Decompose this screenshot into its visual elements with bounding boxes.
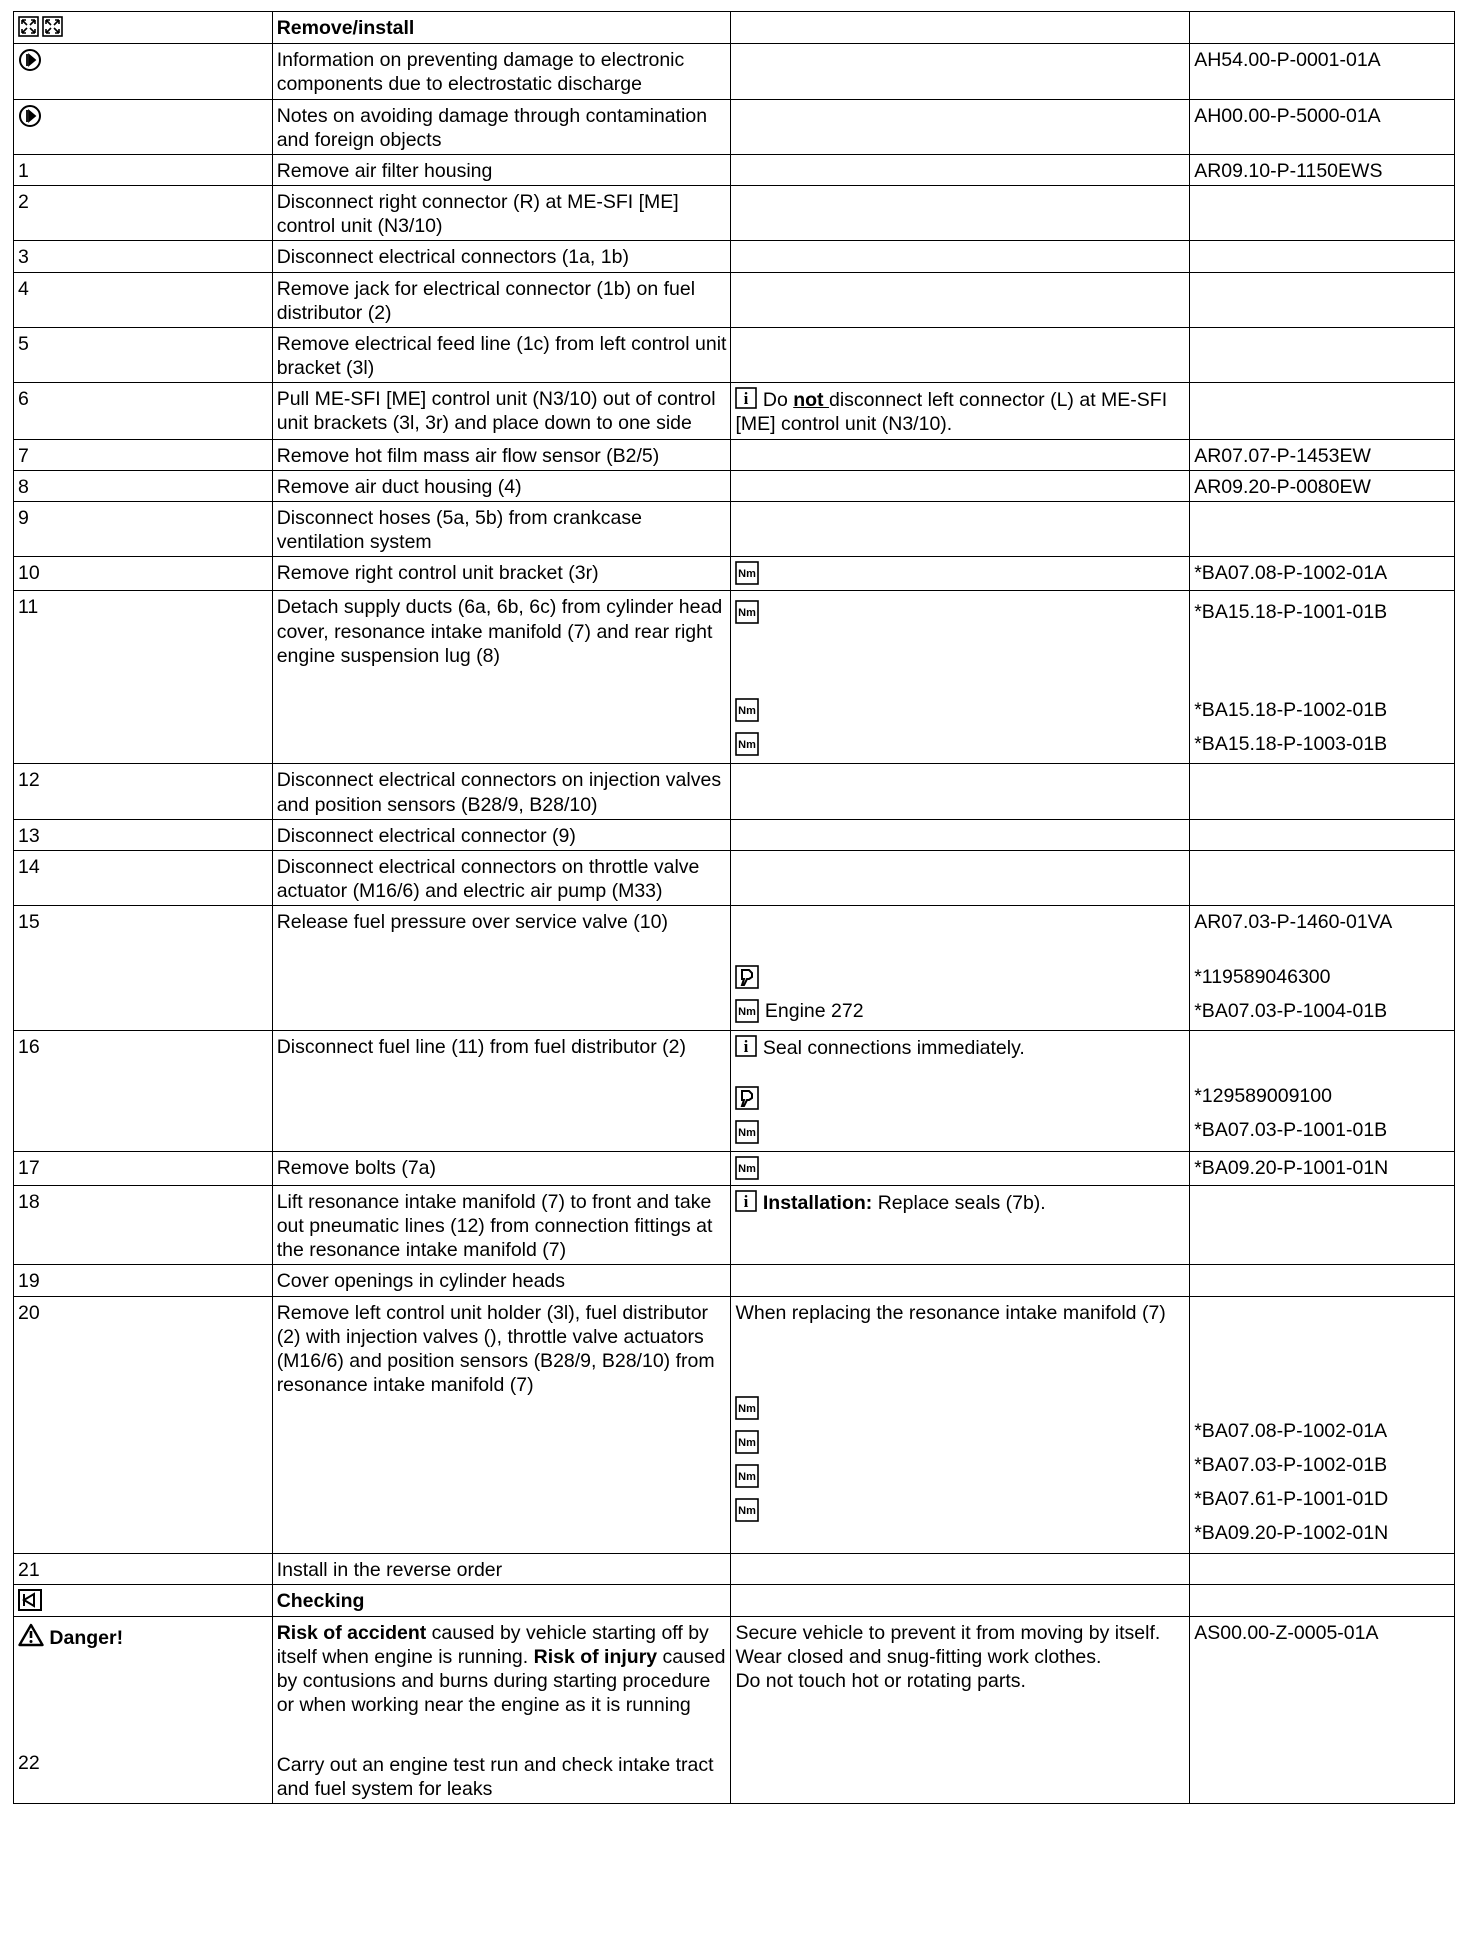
svg-text:Nm: Nm: [738, 1162, 757, 1175]
row-text: Remove jack for electrical connector (1b) on fuel distributor (2): [272, 272, 731, 327]
svg-text:Nm: Nm: [738, 568, 757, 581]
table-row: [14, 383, 1455, 439]
row-text: Disconnect hoses (5a, 5b) from crankcase ventilation system: [272, 501, 731, 556]
special-tool-icon: [735, 1086, 759, 1110]
row-text: Disconnect electrical connectors on throttle valve actuator (M16/6) and electric air pump (M33): [272, 850, 731, 905]
info-icon: [735, 387, 757, 409]
row-text: Carry out an engine test run and check intake tract and fuel system for leaks: [276, 1753, 714, 1801]
torque-icon: [735, 1430, 759, 1454]
table-row: [14, 1265, 1455, 1296]
table-row: [14, 470, 1455, 501]
warning-triangle-icon: [18, 1623, 44, 1647]
header-row: [14, 12, 1455, 44]
checking-icon: [18, 1589, 42, 1611]
torque-icon: [735, 1120, 759, 1144]
row-text: Disconnect right connector (R) at ME-SFI [ME] control unit (N3/10): [272, 186, 731, 241]
svg-text:Nm: Nm: [738, 1436, 757, 1449]
row-ref: *BA15.18-P-1001-01B: [1194, 601, 1388, 624]
table-row: [14, 272, 1455, 327]
step-number: 14: [14, 850, 273, 905]
table-row: [14, 241, 1455, 272]
row-note: Seal connections immediately.: [762, 1037, 1025, 1060]
step-number: 20: [14, 1296, 273, 1553]
torque-icon: [735, 732, 759, 756]
step-number: 15: [14, 906, 273, 1031]
row-text: Remove air filter housing: [272, 154, 731, 185]
svg-text:Nm: Nm: [738, 1504, 757, 1517]
step-number: 10: [14, 557, 273, 591]
row-text: Remove right control unit bracket (3r): [272, 557, 731, 591]
row-text: Release fuel pressure over service valve (10): [272, 906, 731, 1031]
table-row: [14, 186, 1455, 241]
row-text: Notes on avoiding damage through contamination and foreign objects: [272, 99, 731, 154]
svg-text:Nm: Nm: [738, 1126, 757, 1139]
table-row: [14, 819, 1455, 850]
row-ref: AH00.00-P-5000-01A: [1190, 99, 1455, 154]
safety-measure: Wear closed and snug-fitting work clothes.: [735, 1646, 1102, 1669]
row-ref: AR09.10-P-1150EWS: [1190, 154, 1455, 185]
note-circle-icon: [18, 104, 42, 128]
table-row: [14, 439, 1455, 470]
row-note: i Do not disconnect left connector (L) at ME-SFI [ME] control unit (N3/10).: [731, 383, 1190, 439]
row-ref: AR09.20-P-0080EW: [1190, 470, 1455, 501]
remove-install-icon: [18, 16, 64, 38]
row-ref: *BA15.18-P-1003-01B: [1194, 733, 1388, 756]
table-row: [14, 906, 1455, 1031]
torque-icon: [735, 698, 759, 722]
torque-icon: [735, 1396, 759, 1420]
table-row: [14, 591, 1455, 764]
step-number: 19: [14, 1265, 273, 1296]
step-number: 16: [14, 1031, 273, 1151]
info-icon: [735, 1190, 757, 1212]
step-number: 11: [14, 591, 273, 764]
step-number: 3: [14, 241, 273, 272]
row-ref: *BA15.18-P-1002-01B: [1194, 699, 1388, 722]
row-text: Disconnect electrical connectors (1a, 1b): [272, 241, 731, 272]
svg-text:i: i: [744, 389, 749, 409]
table-row: [14, 44, 1455, 99]
step-number: 21: [14, 1553, 273, 1584]
svg-text:Nm: Nm: [738, 705, 757, 718]
section-title: Remove/install: [272, 12, 731, 44]
row-ref: AR07.03-P-1460-01VA: [1194, 911, 1393, 934]
svg-text:Nm: Nm: [738, 739, 757, 752]
torque-icon: [735, 561, 759, 585]
table-row: [14, 1031, 1455, 1151]
step-number: 4: [14, 272, 273, 327]
svg-text:Nm: Nm: [738, 607, 757, 620]
safety-measure: Do not touch hot or rotating parts.: [735, 1670, 1026, 1693]
table-row: [14, 99, 1455, 154]
step-number: 13: [14, 819, 273, 850]
row-text: Remove air duct housing (4): [272, 470, 731, 501]
row-text: Cover openings in cylinder heads: [272, 1265, 731, 1296]
row-text: Lift resonance intake manifold (7) to front and take out pneumatic lines (12) from connection fittings at the resonance intake manifold (7): [272, 1185, 731, 1265]
table-row: [14, 327, 1455, 382]
step-number: 9: [14, 501, 273, 556]
row-ref: *BA07.61-P-1001-01D: [1194, 1488, 1389, 1511]
row-text: Disconnect electrical connectors on injection valves and position sensors (B28/9, B28/10): [272, 764, 731, 819]
torque-icon: [735, 999, 759, 1023]
table-row: [14, 557, 1455, 591]
danger-label: Danger!: [49, 1626, 124, 1649]
row-text: Pull ME-SFI [ME] control unit (N3/10) out of control unit brackets (3l, 3r) and place down to one side: [272, 383, 731, 439]
tool-number: *129589009100: [1194, 1085, 1332, 1108]
table-row: [14, 1151, 1455, 1185]
table-row: [14, 850, 1455, 905]
step-number: 22: [18, 1751, 40, 1774]
table-row: 18 Lift resonance intake manifold (7) to front and take out pneumatic lines (12) from connection fittings at the resonance intake manifold (7) i Installation: Replace seals (7b).: [14, 1185, 1455, 1265]
row-ref: *BA07.03-P-1004-01B: [1194, 1000, 1388, 1023]
row-text: Remove hot film mass air flow sensor (B2/5): [272, 439, 731, 470]
safety-measure: Secure vehicle to prevent it from moving by itself.: [735, 1621, 1161, 1644]
row-ref: *BA07.03-P-1002-01B: [1194, 1454, 1388, 1477]
table-row: [14, 1553, 1455, 1584]
row-ref: AS00.00-Z-0005-01A: [1190, 1616, 1455, 1803]
section-title: Checking: [272, 1584, 731, 1616]
checking-row: [14, 1584, 1455, 1616]
danger-row: Danger! 22 Risk of accident caused by vehicle starting off by itself when engine is running. Risk of injury caused by contusions and burns during starting procedure or when working near the engine as it is running Carry out an engine test run and check intake tract and fuel system for leaks Secure vehicle to prevent it from moving by itself. Wear closed and snug-fitting work clothes. Do not touch hot or rotating parts. AS00.00-Z-0005-01A: [14, 1616, 1455, 1803]
step-number: 5: [14, 327, 273, 382]
row-ref: *BA09.20-P-1002-01N: [1194, 1522, 1389, 1545]
row-ref: *BA07.08-P-1002-01A: [1194, 1420, 1388, 1443]
step-number: 6: [14, 383, 273, 439]
row-ref: *BA07.03-P-1001-01B: [1194, 1119, 1388, 1142]
table-row: [14, 764, 1455, 819]
table-row: [14, 154, 1455, 185]
special-tool-icon: [735, 965, 759, 989]
row-text: Install in the reverse order: [272, 1553, 731, 1584]
step-number: 8: [14, 470, 273, 501]
row-text: Remove left control unit holder (3l), fuel distributor (2) with injection valves (), throttle valve actuators (M16/6) and position sensors (B28/9, B28/10) from resonance intake manifold (7): [272, 1296, 731, 1553]
table-row: [14, 1296, 1455, 1553]
row-ref: *BA09.20-P-1001-01N: [1190, 1151, 1455, 1185]
row-note: When replacing the resonance intake manifold (7): [735, 1301, 1166, 1324]
torque-icon: [735, 1156, 759, 1180]
row-text: Disconnect electrical connector (9): [272, 819, 731, 850]
step-number: 2: [14, 186, 273, 241]
row-text: Information on preventing damage to electronic components due to electrostatic discharge: [272, 44, 731, 99]
info-icon: [735, 1035, 757, 1057]
table-row: [14, 501, 1455, 556]
row-ref: AR07.07-P-1453EW: [1190, 439, 1455, 470]
row-text: Disconnect fuel line (11) from fuel distributor (2): [272, 1031, 731, 1151]
engine-label: Engine 272: [764, 1000, 864, 1023]
svg-text:Nm: Nm: [738, 1006, 757, 1019]
tool-number: *119589046300: [1194, 966, 1331, 989]
step-number: 18: [14, 1185, 273, 1265]
svg-text:i: i: [744, 1191, 749, 1211]
svg-text:i: i: [744, 1037, 749, 1057]
step-number: 17: [14, 1151, 273, 1185]
step-number: 7: [14, 439, 273, 470]
procedure-table: [13, 11, 1455, 1804]
row-ref: AH54.00-P-0001-01A: [1190, 44, 1455, 99]
torque-icon: [735, 1498, 759, 1522]
step-number: 12: [14, 764, 273, 819]
row-text: Remove electrical feed line (1c) from left control unit bracket (3l): [272, 327, 731, 382]
step-number: 1: [14, 154, 273, 185]
note-circle-icon: [18, 48, 42, 72]
row-text: Remove bolts (7a): [272, 1151, 731, 1185]
torque-icon: [735, 600, 759, 624]
row-ref: *BA07.08-P-1002-01A: [1190, 557, 1455, 591]
row-text: Detach supply ducts (6a, 6b, 6c) from cylinder head cover, resonance intake manifold (7) and rear right engine suspension lug (8): [272, 591, 731, 764]
torque-icon: [735, 1464, 759, 1488]
svg-text:Nm: Nm: [738, 1470, 757, 1483]
svg-text:Nm: Nm: [738, 1402, 757, 1415]
